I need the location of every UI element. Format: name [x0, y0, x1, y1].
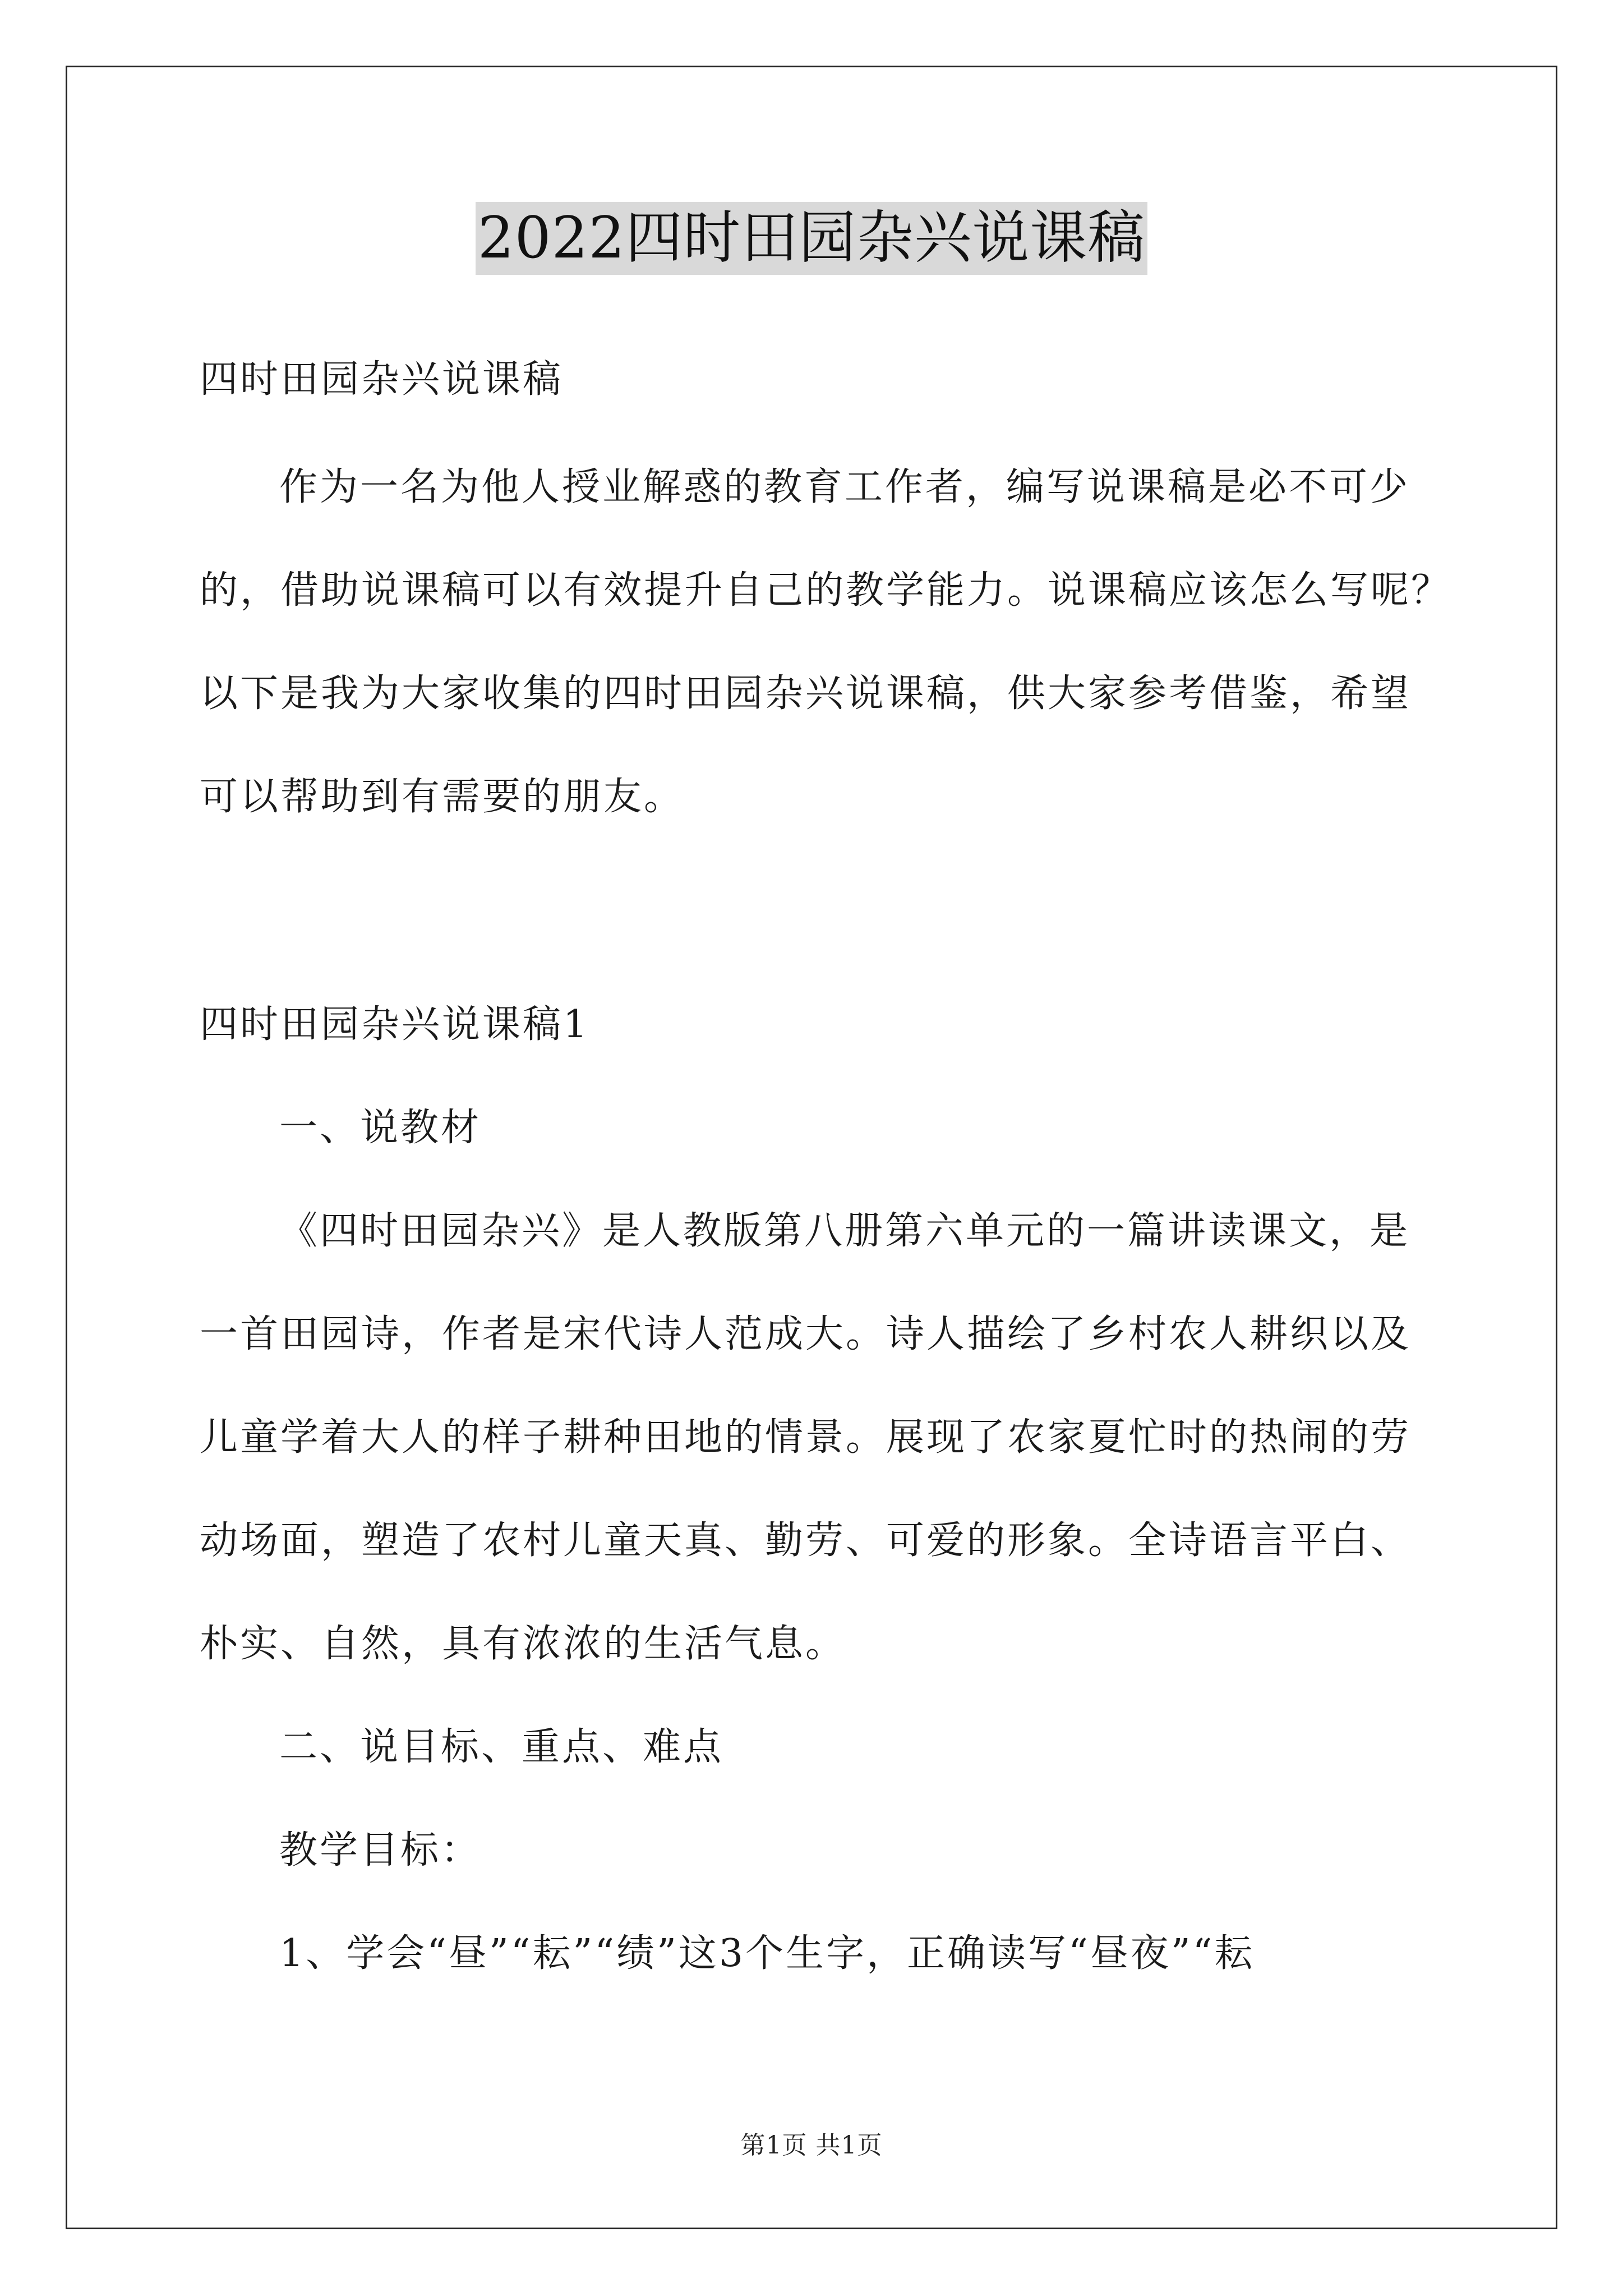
paragraph-line: 《四时田园杂兴》是人教版第八册第六单元的一篇讲读课文，是 [279, 1209, 1410, 1253]
paragraph-line: 1、学会“昼”“耘”“绩”这3个生字，正确读写“昼夜”“耘 [279, 1931, 1255, 1976]
document-title: 2022四时田园杂兴说课稿 [476, 202, 1148, 275]
paragraph-line: 朴实、自然，具有浓浓的生活气息。 [200, 1622, 846, 1666]
paragraph-line: 儿童学着大人的样子耕种田地的情景。展现了农家夏忙时的热闹的劳 [200, 1415, 1412, 1460]
paragraph-line: 作为一名为他人授业解惑的教育工作者，编写说课稿是必不可少 [279, 465, 1410, 509]
page-footer: 第1页 共1页 [740, 2131, 883, 2160]
paragraph-line: 的，借助说课稿可以有效提升自己的教学能力。说课稿应该怎么写呢？ [200, 568, 1452, 613]
title-container [0, 202, 1623, 275]
subsection-heading: 一、说教材 [279, 1106, 482, 1150]
paragraph-line: 动场面，塑造了农村儿童天真、勤劳、可爱的形象。全诗语言平白、 [200, 1519, 1412, 1563]
paragraph-line: 以下是我为大家收集的四时田园杂兴说课稿，供大家参考借鉴，希望 [200, 671, 1412, 716]
paragraph-line: 可以帮助到有需要的朋友。 [200, 775, 685, 819]
paragraph-line: 教学目标： [279, 1828, 482, 1872]
subsection-heading: 二、说目标、重点、难点 [279, 1725, 724, 1769]
subtitle-line: 四时田园杂兴说课稿 [200, 357, 564, 402]
paragraph-line: 一首田园诗，作者是宋代诗人范成大。诗人描绘了乡村农人耕织以及 [200, 1312, 1412, 1356]
section-heading: 四时田园杂兴说课稿1 [200, 1002, 590, 1047]
